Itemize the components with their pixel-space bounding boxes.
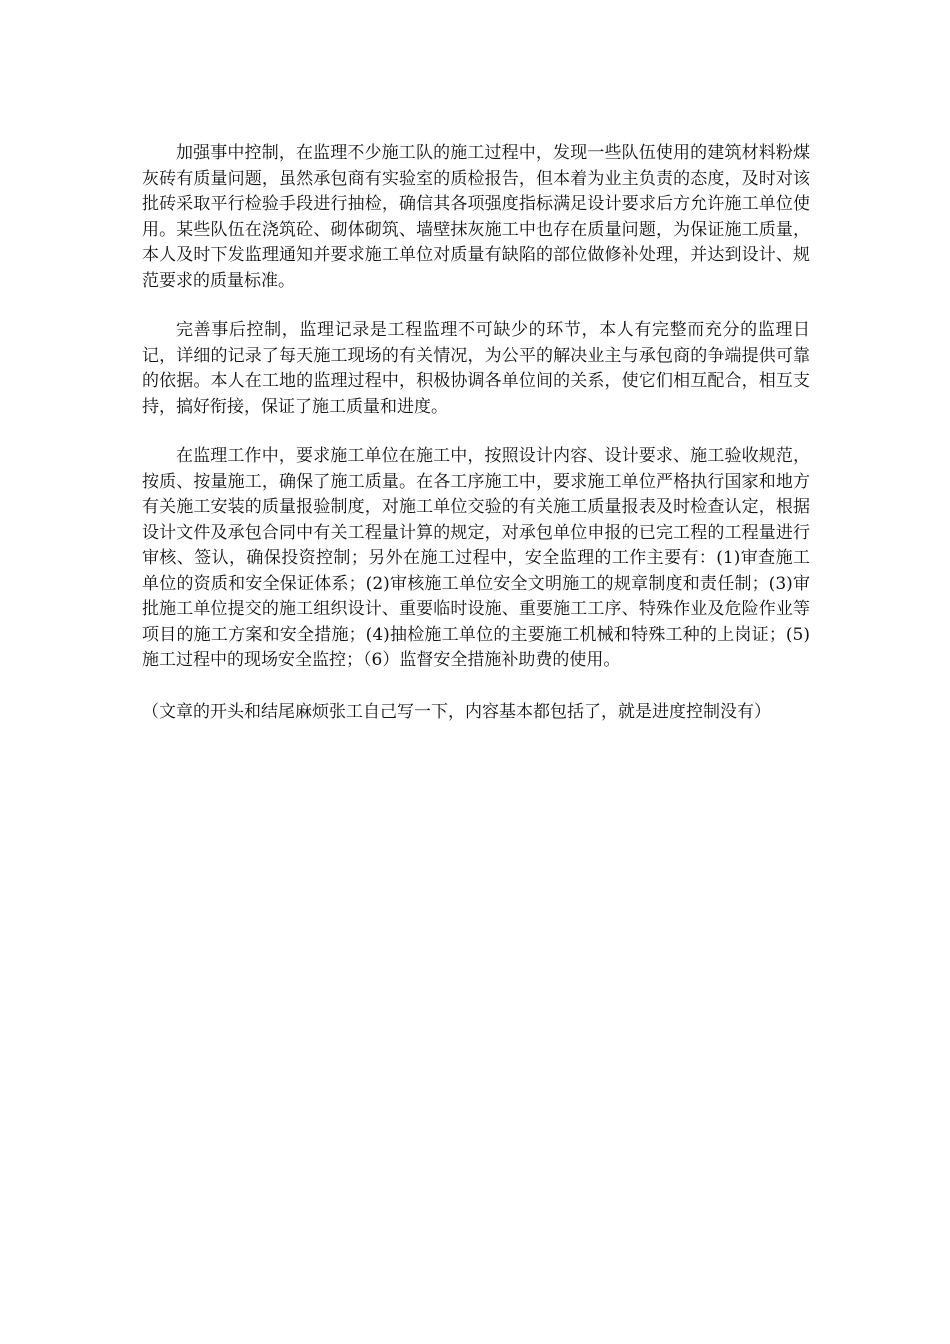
document-page bbox=[142, 141, 810, 725]
paragraph-safety-supervision: 在监理工作中，要求施工单位在施工中，按照设计内容、设计要求、施工验收规范，按质、按量施工，确保了施工质量。在各工序施工中，要求施工单位严格执行国家和地方有关施工安装的质量报验制度，对施工单位交验的有关施工质量报表及时检查认定，根据设计文件及承包合同中有关工程量计算的规定，对承包单位申报的已完工程的工程量进行审核、签认，确保投资控制；另外在施工过程中，安全监理的工作主要有：(1)审查施工单位的资质和安全保证体系；(2)审核施工单位安全文明施工的规章制度和责任制；(3)审批施工单位提交的施工组织设计、重要临时设施、重要施工工序、特殊作业及危险作业等项目的施工方案和安全措施；(4)抽检施工单位的主要施工机械和特殊工种的上岗证；(5)施工过程中的现场安全监控；（6）监督安全措施补助费的使用。 bbox=[142, 446, 810, 670]
paragraph-after-control: 完善事后控制，监理记录是工程监理不可缺少的环节，本人有完整而充分的监理日记，详细的记录了每天施工现场的有关情况，为公平的解决业主与承包商的争端提供可靠的依据。本人在工地的监理过程中，积极协调各单位间的关系，使它们相互配合，相互支持，搞好衔接，保证了施工质量和进度。 bbox=[142, 320, 810, 417]
paragraph-during-control: 加强事中控制，在监理不少施工队的施工过程中，发现一些队伍使用的建筑材料粉煤灰砖有质量问题，虽然承包商有实验室的质检报告，但本着为业主负责的态度，及时对该批砖采取平行检验手段进行抽检，确信其各项强度指标满足设计要求后方允许施工单位使用。某些队伍在浇筑砼、砌体砌筑、墙壁抹灰施工中也存在质量问题，为保证施工质量，本人及时下发监理通知并要求施工单位对质量有缺陷的部位做修补处理，并达到设计、规范要求的质量标准。 bbox=[142, 143, 810, 291]
editor-note: （文章的开头和结尾麻烦张工自己写一下，内容基本都包括了，就是进度控制没有） bbox=[142, 701, 771, 722]
